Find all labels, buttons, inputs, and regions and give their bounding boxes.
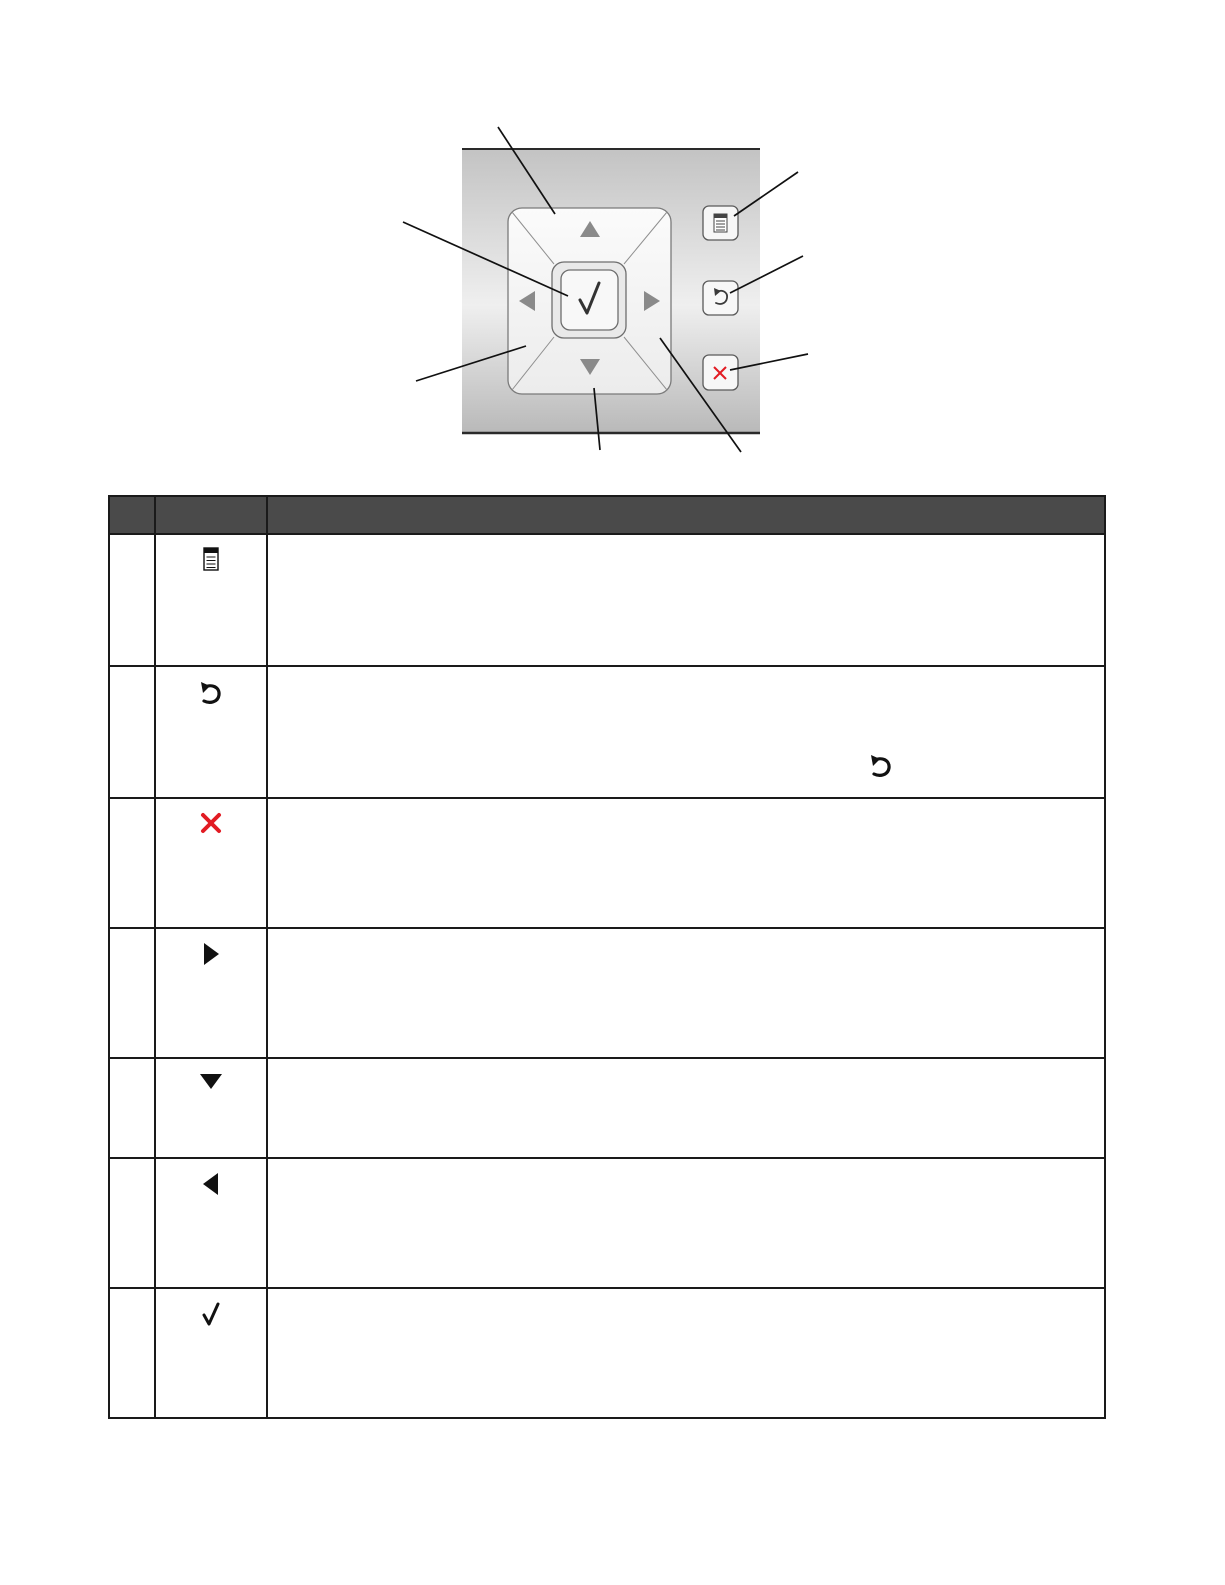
cancel-icon bbox=[199, 811, 223, 835]
table-row bbox=[109, 534, 1105, 666]
row-icon-cell bbox=[155, 1058, 267, 1158]
table-header-row bbox=[109, 496, 1105, 534]
right-arrow-icon bbox=[201, 941, 221, 967]
down-arrow-icon bbox=[198, 1071, 224, 1091]
row-description bbox=[267, 928, 1105, 1058]
cancel-button[interactable] bbox=[703, 355, 738, 390]
header-description bbox=[267, 496, 1105, 534]
row-description bbox=[267, 534, 1105, 666]
row-icon-cell bbox=[155, 1288, 267, 1418]
button-reference-table bbox=[108, 495, 1106, 1419]
table-row bbox=[109, 1288, 1105, 1418]
table-row bbox=[109, 1058, 1105, 1158]
row-number-cell bbox=[109, 1058, 155, 1158]
row-description bbox=[267, 798, 1105, 928]
menu-icon bbox=[203, 547, 219, 571]
control-panel-illustration bbox=[0, 0, 1225, 480]
row-number-cell bbox=[109, 1288, 155, 1418]
table-row bbox=[109, 1158, 1105, 1288]
table-row bbox=[109, 798, 1105, 928]
table-row bbox=[109, 666, 1105, 798]
row-description bbox=[267, 666, 1105, 798]
back-button[interactable] bbox=[703, 281, 738, 315]
row-icon-cell bbox=[155, 928, 267, 1058]
back-icon bbox=[868, 752, 894, 780]
menu-button[interactable] bbox=[703, 206, 738, 240]
row-number-cell bbox=[109, 666, 155, 798]
row-icon-cell bbox=[155, 798, 267, 928]
left-arrow-icon bbox=[201, 1171, 221, 1197]
row-number-cell bbox=[109, 928, 155, 1058]
row-description bbox=[267, 1288, 1105, 1418]
row-number-cell bbox=[109, 798, 155, 928]
table-row bbox=[109, 928, 1105, 1058]
row-icon-cell bbox=[155, 1158, 267, 1288]
row-description bbox=[267, 1058, 1105, 1158]
header-button bbox=[155, 496, 267, 534]
row-icon-cell bbox=[155, 534, 267, 666]
back-icon bbox=[198, 679, 224, 707]
header-number bbox=[109, 496, 155, 534]
row-description bbox=[267, 1158, 1105, 1288]
menu-icon bbox=[714, 214, 727, 232]
row-icon-cell bbox=[155, 666, 267, 798]
row-number-cell bbox=[109, 534, 155, 666]
select-check-icon bbox=[201, 1301, 221, 1327]
select-button[interactable] bbox=[552, 262, 626, 338]
row-number-cell bbox=[109, 1158, 155, 1288]
